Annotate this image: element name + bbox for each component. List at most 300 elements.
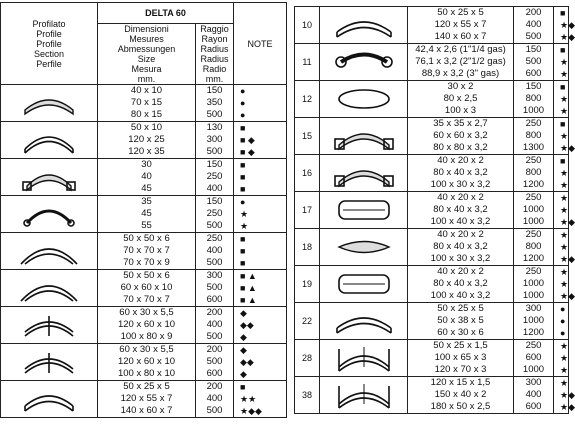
radius-value-0: 200 [206, 344, 223, 355]
note-symbol-1: ★ [240, 209, 249, 219]
dim-value-2: 70 x 70 x 7 [123, 294, 170, 305]
radius-cell [514, 118, 554, 155]
note-symbol-0: ■ [560, 8, 566, 18]
dims-cell [98, 159, 196, 196]
note-symbol-1: ★ [560, 242, 569, 252]
note-symbol-0: ■ [240, 160, 246, 170]
u-profile-bow-icon [320, 343, 407, 373]
dims-label-0: Dimensioni [124, 24, 169, 34]
radius-value-1: 400 [206, 393, 223, 404]
table-row [1, 85, 287, 122]
dim-value-0: 50 x 50 x 6 [123, 233, 170, 244]
radius-value-2: 600 [525, 68, 542, 79]
note-symbol-2: ■ ▲ [240, 295, 257, 305]
dims-column-header [98, 24, 196, 85]
dims-cell [98, 85, 196, 122]
profile-number: 19 [295, 266, 320, 303]
table-row [295, 303, 569, 340]
notes-cell [234, 307, 287, 344]
radius-cell [196, 85, 234, 122]
dims-cell [98, 233, 196, 270]
dim-value-1: 40 [141, 171, 152, 182]
profile-cell [1, 159, 98, 196]
note-symbol-0: ● [240, 86, 246, 96]
dims-cell [408, 192, 514, 229]
radius-value-1: 350 [206, 97, 223, 108]
dim-value-2: 45 [141, 183, 152, 194]
dim-value-0: 60 x 30 x 5,5 [119, 307, 174, 318]
notes-cell [554, 377, 575, 414]
channel-bow-icon [320, 10, 407, 40]
profile-number: 10 [295, 7, 320, 44]
dim-value-1: 80 x 40 x 3,2 [433, 167, 488, 178]
rect-tube-edge-bow-icon [320, 195, 407, 225]
radius-value-1: 500 [206, 282, 223, 293]
dim-value-0: 30 x 2 [447, 81, 474, 92]
note-symbol-0: ■ [240, 123, 246, 133]
radius-value-0: 150 [206, 159, 223, 170]
radius-value-0: 200 [525, 7, 542, 18]
radius-cell [514, 81, 554, 118]
radius-value-1: 1000 [522, 315, 545, 326]
radius-value-1: 500 [206, 356, 223, 367]
note-symbol-0: ★ [560, 341, 569, 351]
notes-cell [554, 340, 569, 377]
radius-value-2: 1200 [522, 179, 545, 190]
profile-cell [320, 81, 408, 118]
note-symbol-2: ★◆ [560, 254, 575, 264]
note-symbol-1: ★ [560, 279, 569, 289]
dims-cell [408, 229, 514, 266]
pipe-bow-icon [320, 47, 407, 77]
dim-value-1: 76,1 x 3,2 (2"1/2 gas) [415, 56, 506, 67]
radius-value-0: 250 [525, 118, 542, 129]
dims-cell [98, 307, 196, 344]
radius-label-3: Radius [200, 54, 229, 64]
dim-value-0: 50 x 25 x 5 [123, 381, 170, 392]
dim-value-0: 35 x 35 x 2,7 [433, 118, 488, 129]
radius-column-header [196, 24, 234, 85]
dim-value-1: 150 x 40 x 2 [434, 389, 487, 400]
note-symbol-0: ■ [560, 119, 566, 129]
profile-cell [1, 307, 98, 344]
radius-value-0: 200 [206, 307, 223, 318]
note-symbol-0: ◆ [240, 308, 247, 318]
radius-value-2: 1300 [522, 142, 545, 153]
note-symbol-1: ★◆ [560, 390, 575, 400]
radius-value-2: 500 [206, 405, 223, 416]
right-profiles-table [294, 6, 575, 414]
dim-value-1: 120 x 55 x 7 [120, 393, 173, 404]
radius-cell [196, 344, 234, 381]
note-symbol-0: ■ [560, 156, 566, 166]
radius-value-2: 500 [525, 31, 542, 42]
dims-cell [408, 118, 514, 155]
note-symbol-2: ■ [240, 258, 246, 268]
radius-value-2: 500 [206, 257, 223, 268]
radius-value-2: 500 [206, 331, 223, 342]
radius-cell [514, 192, 554, 229]
note-symbol-2: ● [560, 328, 566, 338]
dim-value-2: 60 x 30 x 6 [437, 327, 484, 338]
dim-value-2: 80 x 15 [130, 109, 163, 120]
note-symbol-1: ★ [560, 94, 569, 104]
dims-cell [408, 155, 514, 192]
flat-bar-bow-edge-icon [1, 125, 97, 155]
radius-value-1: 300 [206, 134, 223, 145]
note-symbol-1: ◆◆ [240, 357, 254, 367]
t-bar-bow-inverted-icon [1, 347, 97, 377]
notes-cell [554, 155, 569, 192]
radius-cell [196, 159, 234, 196]
rect-tube-flat-bow-icon [320, 158, 407, 188]
dim-value-1: 120 x 60 x 10 [117, 356, 176, 367]
radius-cell [196, 381, 234, 418]
radius-value-0: 250 [525, 229, 542, 240]
dim-value-0: 120 x 15 x 1,5 [430, 377, 491, 388]
radius-value-2: 600 [206, 368, 223, 379]
note-symbol-2: ★◆ [560, 291, 575, 301]
notes-cell [554, 118, 575, 155]
dims-cell [98, 381, 196, 418]
dim-value-0: 40 x 10 [130, 85, 163, 96]
radius-value-0: 300 [525, 303, 542, 314]
profile-cell [320, 377, 408, 414]
note-symbol-0: ★ [560, 267, 569, 277]
note-symbol-1: ★◆ [560, 20, 575, 30]
radius-value-1: 600 [525, 352, 542, 363]
radius-value-0: 300 [206, 270, 223, 281]
note-symbol-0: ★ [560, 230, 569, 240]
table-row [1, 344, 287, 381]
radius-value-1: 500 [525, 56, 542, 67]
dim-value-2: 100 x 80 x 9 [120, 331, 173, 342]
dims-cell [408, 266, 514, 303]
dims-cell [98, 270, 196, 307]
radius-label-4: Radio [202, 64, 227, 74]
table-row [295, 192, 569, 229]
radius-value-0: 150 [525, 44, 542, 55]
dim-value-1: 120 x 55 x 7 [434, 19, 487, 30]
radius-value-1: 400 [525, 19, 542, 30]
profile-cell [1, 270, 98, 307]
note-symbol-1: ★ [560, 131, 569, 141]
dims-label-1: Mesures [129, 34, 164, 44]
dim-value-0: 40 x 20 x 2 [437, 192, 484, 203]
dim-value-0: 50 x 25 x 5 [437, 303, 484, 314]
table-row [1, 270, 287, 307]
dims-cell [408, 377, 514, 414]
profile-label-3: Section [33, 48, 65, 59]
dim-value-2: 88,9 x 3,2 (3" gas) [421, 68, 500, 79]
table-row [295, 377, 569, 414]
radius-cell [196, 196, 234, 233]
notes-cell [234, 381, 287, 418]
dim-value-1: 50 x 38 x 5 [437, 315, 484, 326]
radius-value-2: 1000 [522, 216, 545, 227]
notes-cell [234, 85, 287, 122]
dims-cell [408, 81, 514, 118]
oval-tube-edge-bow-icon [320, 269, 407, 299]
note-symbol-2: ★◆ [560, 143, 575, 153]
profile-number: 38 [295, 377, 320, 414]
radius-label-1: Rayon [201, 34, 228, 44]
angle-bow-icon [1, 236, 97, 266]
dim-value-2: 180 x 50 x 2,5 [430, 401, 491, 412]
dim-value-0: 42,4 x 2,6 (1"1/4 gas) [415, 44, 506, 55]
dim-value-1: 80 x 40 x 3,2 [433, 241, 488, 252]
radius-value-2: 1000 [522, 364, 545, 375]
square-bar-bow-icon [1, 162, 97, 192]
radius-value-0: 250 [525, 340, 542, 351]
profile-cell [1, 85, 98, 122]
radius-value-1: 400 [206, 319, 223, 330]
profile-column-header [1, 3, 98, 85]
radius-value-2: 500 [206, 220, 223, 231]
radius-cell [514, 229, 554, 266]
radius-value-2: 600 [525, 401, 542, 412]
dims-cell [408, 340, 514, 377]
profile-number: 11 [295, 44, 320, 81]
dim-value-1: 120 x 25 [128, 134, 165, 145]
profile-number: 22 [295, 303, 320, 340]
dim-value-0: 35 [141, 196, 152, 207]
left-profiles-table [0, 2, 287, 418]
note-symbol-1: ■ [240, 246, 246, 256]
note-symbol-0: ◆ [240, 345, 247, 355]
radius-value-2: 1000 [522, 105, 545, 116]
profile-cell [320, 192, 408, 229]
profile-cell [320, 118, 408, 155]
profile-label-4: Perfile [36, 58, 62, 69]
dim-value-1: 45 [141, 208, 152, 219]
dim-value-1: 100 x 65 x 3 [434, 352, 487, 363]
radius-value-0: 150 [206, 85, 223, 96]
note-symbol-1: ★★ [240, 394, 257, 404]
table-row [295, 155, 569, 192]
profile-cell [1, 381, 98, 418]
note-symbol-0: ● [240, 197, 246, 207]
profile-cell [320, 44, 408, 81]
table-row [1, 122, 287, 159]
dim-value-1: 80 x 2,5 [443, 93, 478, 104]
note-symbol-2: ● [240, 110, 246, 120]
radius-value-1: 800 [525, 93, 542, 104]
radius-value-1: 250 [206, 171, 223, 182]
note-symbol-1: ★ [560, 353, 569, 363]
round-bar-bow-icon [1, 199, 97, 229]
note-symbol-1: ★ [560, 205, 569, 215]
profile-cell [1, 344, 98, 381]
dims-cell [408, 303, 514, 340]
t-bar-bow-icon [1, 310, 97, 340]
note-symbol-1: ● [240, 98, 246, 108]
dim-value-2: 100 x 40 x 3,2 [430, 216, 491, 227]
radius-value-2: 400 [206, 183, 223, 194]
radius-cell [196, 307, 234, 344]
profile-cell [320, 303, 408, 340]
note-symbol-0: ■ [560, 82, 566, 92]
note-symbol-0: ■ [560, 45, 566, 55]
note-symbol-0: ■ [240, 382, 246, 392]
dim-value-2: 100 x 30 x 3,2 [430, 179, 491, 190]
profile-cell [320, 7, 408, 44]
note-symbol-2: ◆ [240, 332, 247, 342]
radius-value-1: 400 [525, 389, 542, 400]
notes-cell [234, 196, 287, 233]
dim-value-0: 30 [141, 159, 152, 170]
dims-cell [98, 122, 196, 159]
note-symbol-2: ★◆ [560, 217, 575, 227]
dim-value-1: 120 x 60 x 10 [117, 319, 176, 330]
note-symbol-2: ★ [560, 106, 569, 116]
notes-cell [234, 270, 287, 307]
notes-cell [554, 192, 575, 229]
profile-number: 12 [295, 81, 320, 118]
note-symbol-0: ● [560, 304, 566, 314]
note-symbol-0: ■ ▲ [240, 271, 257, 281]
dim-value-2: 140 x 60 x 7 [120, 405, 173, 416]
radius-value-1: 800 [525, 241, 542, 252]
radius-value-1: 400 [206, 245, 223, 256]
table-row [1, 196, 287, 233]
profile-number: 18 [295, 229, 320, 266]
radius-cell [514, 155, 554, 192]
dim-value-0: 40 x 20 x 2 [437, 229, 484, 240]
radius-cell [514, 377, 554, 414]
table-row [295, 81, 569, 118]
note-symbol-2: ★◆ [560, 402, 575, 412]
radius-cell [514, 340, 554, 377]
radius-value-0: 250 [525, 266, 542, 277]
dims-cell [408, 44, 514, 81]
profile-number: 15 [295, 118, 320, 155]
dim-value-2: 100 x 30 x 3,2 [430, 253, 491, 264]
dim-value-0: 50 x 25 x 5 [437, 7, 484, 18]
notes-cell [234, 233, 287, 270]
profile-number: 16 [295, 155, 320, 192]
dim-value-2: 100 x 3 [444, 105, 477, 116]
dim-value-1: 60 x 60 x 3,2 [433, 130, 488, 141]
note-symbol-1: ■ ▲ [240, 283, 257, 293]
table-row [1, 307, 287, 344]
radius-value-0: 250 [206, 233, 223, 244]
dims-label-3: Size [137, 54, 156, 64]
dim-value-1: 60 x 60 x 10 [120, 282, 173, 293]
table-row [295, 266, 569, 303]
note-symbol-1: ◆◆ [240, 320, 254, 330]
radius-value-2: 600 [206, 294, 223, 305]
notes-cell [554, 229, 575, 266]
radius-value-1: 800 [525, 130, 542, 141]
table-row [295, 44, 569, 81]
radius-label-0: Raggio [200, 24, 229, 34]
radius-value-0: 250 [525, 155, 542, 166]
table-row [1, 381, 287, 418]
radius-cell [196, 270, 234, 307]
radius-value-1: 1000 [522, 278, 545, 289]
note-symbol-2: ★ [560, 180, 569, 190]
radius-value-0: 150 [206, 196, 223, 207]
profile-cell [1, 122, 98, 159]
note-symbol-2: ■ ◆ [240, 147, 255, 157]
dim-value-1: 70 x 70 x 7 [123, 245, 170, 256]
radius-value-2: 500 [206, 109, 223, 120]
dim-value-2: 100 x 40 x 3,2 [430, 290, 491, 301]
note-column-header: NOTE [234, 3, 287, 85]
note-symbol-1: ● [560, 316, 566, 326]
radius-cell [196, 122, 234, 159]
dim-value-2: 120 x 70 x 3 [434, 364, 487, 375]
profile-number: 17 [295, 192, 320, 229]
notes-cell [554, 44, 569, 81]
channel-bow-icon [1, 384, 97, 414]
note-symbol-0: ★ [560, 193, 569, 203]
notes-cell [554, 7, 575, 44]
table-row [295, 7, 569, 44]
profile-cell [320, 229, 408, 266]
note-symbol-1: ■ [240, 172, 246, 182]
radius-value-2: 1200 [522, 253, 545, 264]
table-row [295, 229, 569, 266]
table-row [295, 118, 569, 155]
profile-cell [320, 266, 408, 303]
note-symbol-0: ■ [240, 234, 246, 244]
radius-value-0: 150 [525, 81, 542, 92]
note-symbol-2: ★ [560, 69, 569, 79]
dims-label-4: Mesura [131, 64, 162, 74]
dim-value-0: 40 x 20 x 2 [437, 155, 484, 166]
table-row [1, 159, 287, 196]
dim-value-0: 40 x 20 x 2 [437, 266, 484, 277]
oval-tube-bow-icon [320, 232, 407, 262]
note-symbol-1: ■ ◆ [240, 135, 255, 145]
wide-u-profile-bow-icon [320, 380, 407, 410]
radius-value-0: 250 [525, 192, 542, 203]
radius-label-5: mm. [205, 74, 224, 84]
note-symbol-2: ★◆ [560, 32, 575, 42]
notes-cell [554, 81, 569, 118]
dim-value-0: 50 x 50 x 6 [123, 270, 170, 281]
notes-cell [554, 266, 575, 303]
dim-value-2: 140 x 60 x 7 [434, 31, 487, 42]
dim-value-2: 120 x 35 [128, 146, 165, 157]
dim-value-1: 80 x 40 x 3,2 [433, 278, 488, 289]
table-row [1, 233, 287, 270]
profile-label-1: Profile [36, 28, 62, 39]
profile-cell [320, 155, 408, 192]
table-row [295, 340, 569, 377]
machine-title: DELTA 60 [98, 3, 234, 24]
dims-label-5: mm. [137, 74, 156, 84]
dims-cell [98, 196, 196, 233]
dims-cell [408, 7, 514, 44]
angle-bow-inverted-icon [1, 273, 97, 303]
radius-value-1: 250 [206, 208, 223, 219]
radius-value-2: 500 [206, 146, 223, 157]
profile-cell [1, 196, 98, 233]
radius-value-2: 1000 [522, 290, 545, 301]
radius-cell [514, 7, 554, 44]
dim-value-0: 60 x 30 x 5,5 [119, 344, 174, 355]
notes-cell [554, 303, 569, 340]
radius-cell [514, 266, 554, 303]
channel-narrow-bow-icon [320, 306, 407, 336]
radius-value-2: 1200 [522, 327, 545, 338]
note-symbol-1: ★ [560, 168, 569, 178]
note-symbol-2: ★◆◆ [240, 406, 262, 416]
dim-value-0: 50 x 10 [130, 122, 163, 133]
